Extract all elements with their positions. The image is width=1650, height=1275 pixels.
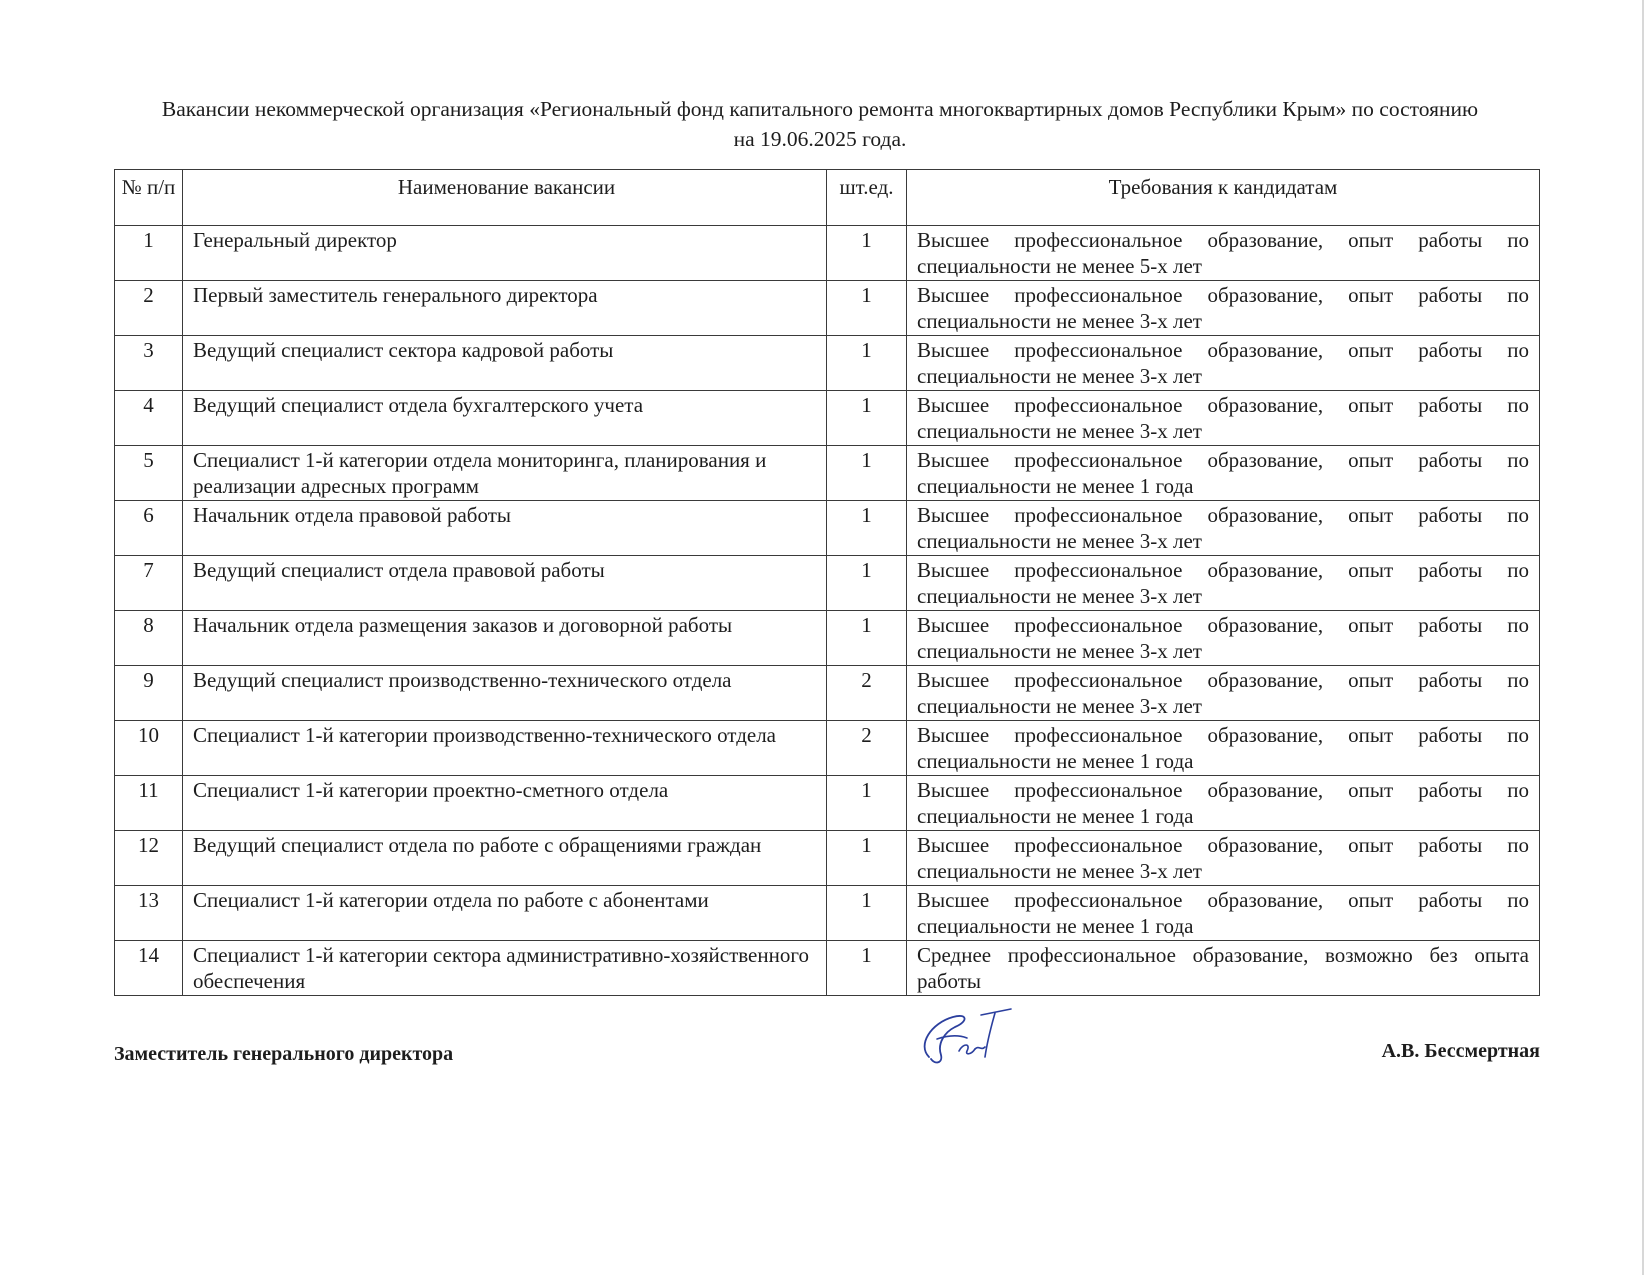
signatory-name: А.В. Бессмертная (1381, 1040, 1540, 1062)
handwritten-signature (915, 1005, 1015, 1075)
row-requirements (907, 556, 1540, 611)
row-num: 3 (115, 336, 183, 391)
requirements-text: Высшее профессиональное образование, опыт работы по специальности не менее 1 года (917, 778, 1529, 828)
row-num: 5 (115, 446, 183, 501)
row-qty: 1 (827, 281, 907, 336)
row-vacancy-name: Ведущий специалист отдела бухгалтерского учета (183, 391, 827, 446)
row-requirements (907, 721, 1540, 776)
row-requirements (907, 831, 1540, 886)
row-num: 10 (115, 721, 183, 776)
table-row (115, 281, 1540, 336)
requirements-text: Высшее профессиональное образование, опыт работы по специальности не менее 3-х лет (917, 613, 1529, 663)
row-requirements (907, 941, 1540, 996)
document-title: Вакансии некоммерческой организация «Региональный фонд капитального ремонта многоквартирных домов Республики Крым» по состоянию на 19.06.2025 года. (161, 97, 1479, 151)
table-row (115, 666, 1540, 721)
requirements-text: Высшее профессиональное образование, опыт работы по специальности не менее 3-х лет (917, 558, 1529, 608)
requirements-text: Высшее профессиональное образование, опыт работы по специальности не менее 3-х лет (917, 283, 1529, 333)
header-num: № п/п (115, 170, 183, 226)
table-header-row (115, 170, 1540, 226)
row-qty: 1 (827, 391, 907, 446)
row-qty: 1 (827, 556, 907, 611)
row-qty: 1 (827, 501, 907, 556)
table-row (115, 941, 1540, 996)
row-vacancy-name: Ведущий специалист производственно-технического отдела (183, 666, 827, 721)
table-row (115, 391, 1540, 446)
row-vacancy-name: Ведущий специалист отдела по работе с обращениями граждан (183, 831, 827, 886)
header-requirements: Требования к кандидатам (907, 170, 1540, 226)
requirements-text: Высшее профессиональное образование, опыт работы по специальности не менее 1 года (917, 448, 1529, 498)
row-num: 11 (115, 776, 183, 831)
row-requirements (907, 501, 1540, 556)
row-vacancy-name: Специалист 1-й категории отдела по работе с абонентами (183, 886, 827, 941)
table-row (115, 886, 1540, 941)
row-requirements (907, 226, 1540, 281)
requirements-text: Высшее профессиональное образование, опыт работы по специальности не менее 3-х лет (917, 503, 1529, 553)
row-vacancy-name: Первый заместитель генерального директора (183, 281, 827, 336)
row-qty: 1 (827, 776, 907, 831)
table-row (115, 776, 1540, 831)
row-qty: 1 (827, 446, 907, 501)
row-requirements (907, 446, 1540, 501)
row-qty: 1 (827, 336, 907, 391)
row-qty: 1 (827, 611, 907, 666)
row-qty: 1 (827, 941, 907, 996)
vacancies-table-wrap (114, 169, 1540, 996)
row-num: 1 (115, 226, 183, 281)
header-qty: шт.ед. (827, 170, 907, 226)
row-qty: 1 (827, 226, 907, 281)
row-vacancy-name: Ведущий специалист отдела правовой работы (183, 556, 827, 611)
requirements-text: Высшее профессиональное образование, опыт работы по специальности не менее 3-х лет (917, 338, 1529, 388)
row-vacancy-name: Специалист 1-й категории производственно-технического отдела (183, 721, 827, 776)
requirements-text: Высшее профессиональное образование, опыт работы по специальности не менее 1 года (917, 888, 1529, 938)
row-requirements (907, 391, 1540, 446)
row-vacancy-name: Начальник отдела правовой работы (183, 501, 827, 556)
row-num: 14 (115, 941, 183, 996)
page-edge (1642, 0, 1644, 1275)
row-num: 12 (115, 831, 183, 886)
row-qty: 2 (827, 666, 907, 721)
header-name: Наименование вакансии (183, 170, 827, 226)
signatory-position: Заместитель генерального директора (114, 1043, 454, 1065)
row-vacancy-name: Генеральный директор (183, 226, 827, 281)
row-requirements (907, 666, 1540, 721)
row-requirements (907, 611, 1540, 666)
vacancies-table (114, 169, 1540, 996)
row-vacancy-name: Специалист 1-й категории сектора административно-хозяйственного обеспечения (183, 941, 827, 996)
requirements-text: Среднее профессиональное образование, возможно без опыта работы (917, 943, 1529, 993)
row-num: 7 (115, 556, 183, 611)
row-num: 6 (115, 501, 183, 556)
table-row (115, 831, 1540, 886)
row-requirements (907, 336, 1540, 391)
row-requirements (907, 776, 1540, 831)
row-qty: 1 (827, 886, 907, 941)
row-num: 4 (115, 391, 183, 446)
row-num: 9 (115, 666, 183, 721)
table-row (115, 446, 1540, 501)
requirements-text: Высшее профессиональное образование, опыт работы по специальности не менее 3-х лет (917, 833, 1529, 883)
table-row (115, 556, 1540, 611)
row-num: 8 (115, 611, 183, 666)
row-requirements (907, 281, 1540, 336)
table-row (115, 336, 1540, 391)
row-num: 13 (115, 886, 183, 941)
table-row (115, 501, 1540, 556)
table-row (115, 721, 1540, 776)
requirements-text: Высшее профессиональное образование, опыт работы по специальности не менее 1 года (917, 723, 1529, 773)
row-requirements (907, 886, 1540, 941)
row-qty: 2 (827, 721, 907, 776)
row-vacancy-name: Специалист 1-й категории отдела мониторинга, планирования и реализации адресных программ (183, 446, 827, 501)
table-body (115, 226, 1540, 996)
row-num: 2 (115, 281, 183, 336)
row-vacancy-name: Начальник отдела размещения заказов и договорной работы (183, 611, 827, 666)
table-row (115, 226, 1540, 281)
row-vacancy-name: Специалист 1-й категории проектно-сметного отдела (183, 776, 827, 831)
row-qty: 1 (827, 831, 907, 886)
row-vacancy-name: Ведущий специалист сектора кадровой работы (183, 336, 827, 391)
table-row (115, 611, 1540, 666)
requirements-text: Высшее профессиональное образование, опыт работы по специальности не менее 3-х лет (917, 668, 1529, 718)
requirements-text: Высшее профессиональное образование, опыт работы по специальности не менее 5-х лет (917, 228, 1529, 278)
requirements-text: Высшее профессиональное образование, опыт работы по специальности не менее 3-х лет (917, 393, 1529, 443)
